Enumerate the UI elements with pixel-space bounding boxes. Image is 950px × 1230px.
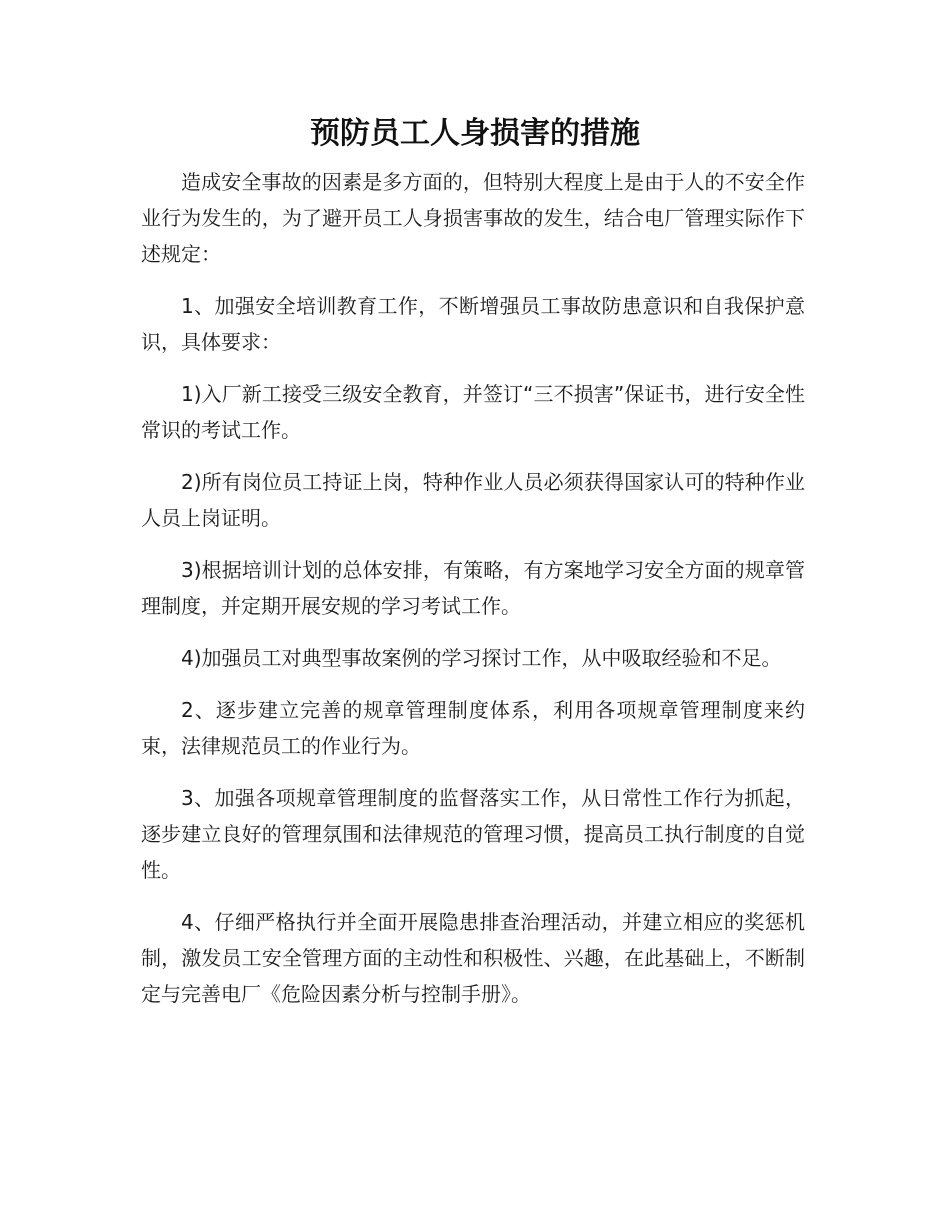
paragraph-subitem-4: 4)加强员工对典型事故案例的学习探讨工作，从中吸取经验和不足。 <box>181 646 782 670</box>
paragraph-item-2: 2、逐步建立完善的规章管理制度体系，利用各项规章管理制度来约束，法律规范员工的作业行为。 <box>141 698 805 758</box>
paragraph-subitem-2: 2)所有岗位员工持证上岗，特种作业人员必须获得国家认可的特种作业人员上岗证明。 <box>141 470 805 530</box>
document-body <box>141 164 805 1028</box>
paragraph-item-4: 4、仔细严格执行并全面开展隐患排查治理活动，并建立相应的奖惩机制，激发员工安全管理方面的主动性和积极性、兴趣，在此基础上，不断制定与完善电厂《危险因素分析与控制手册》。 <box>141 910 805 1006</box>
paragraph-subitem-1: 1)入厂新工接受三级安全教育，并签订“三不损害”保证书，进行安全性常识的考试工作。 <box>141 382 805 442</box>
paragraph-item-3: 3、加强各项规章管理制度的监督落实工作，从日常性工作行为抓起，逐步建立良好的管理氛围和法律规范的管理习惯，提高员工执行制度的自觉性。 <box>141 786 805 882</box>
paragraph-intro: 造成安全事故的因素是多方面的，但特别大程度上是由于人的不安全作业行为发生的，为了避开员工人身损害事故的发生，结合电厂管理实际作下述规定： <box>141 170 805 266</box>
paragraph-subitem-3: 3)根据培训计划的总体安排，有策略，有方案地学习安全方面的规章管理制度，并定期开展安规的学习考试工作。 <box>141 558 805 618</box>
paragraph-item-1: 1、加强安全培训教育工作，不断增强员工事故防患意识和自我保护意识，具体要求： <box>141 294 805 354</box>
document-title: 预防员工人身损害的措施 <box>310 116 640 151</box>
